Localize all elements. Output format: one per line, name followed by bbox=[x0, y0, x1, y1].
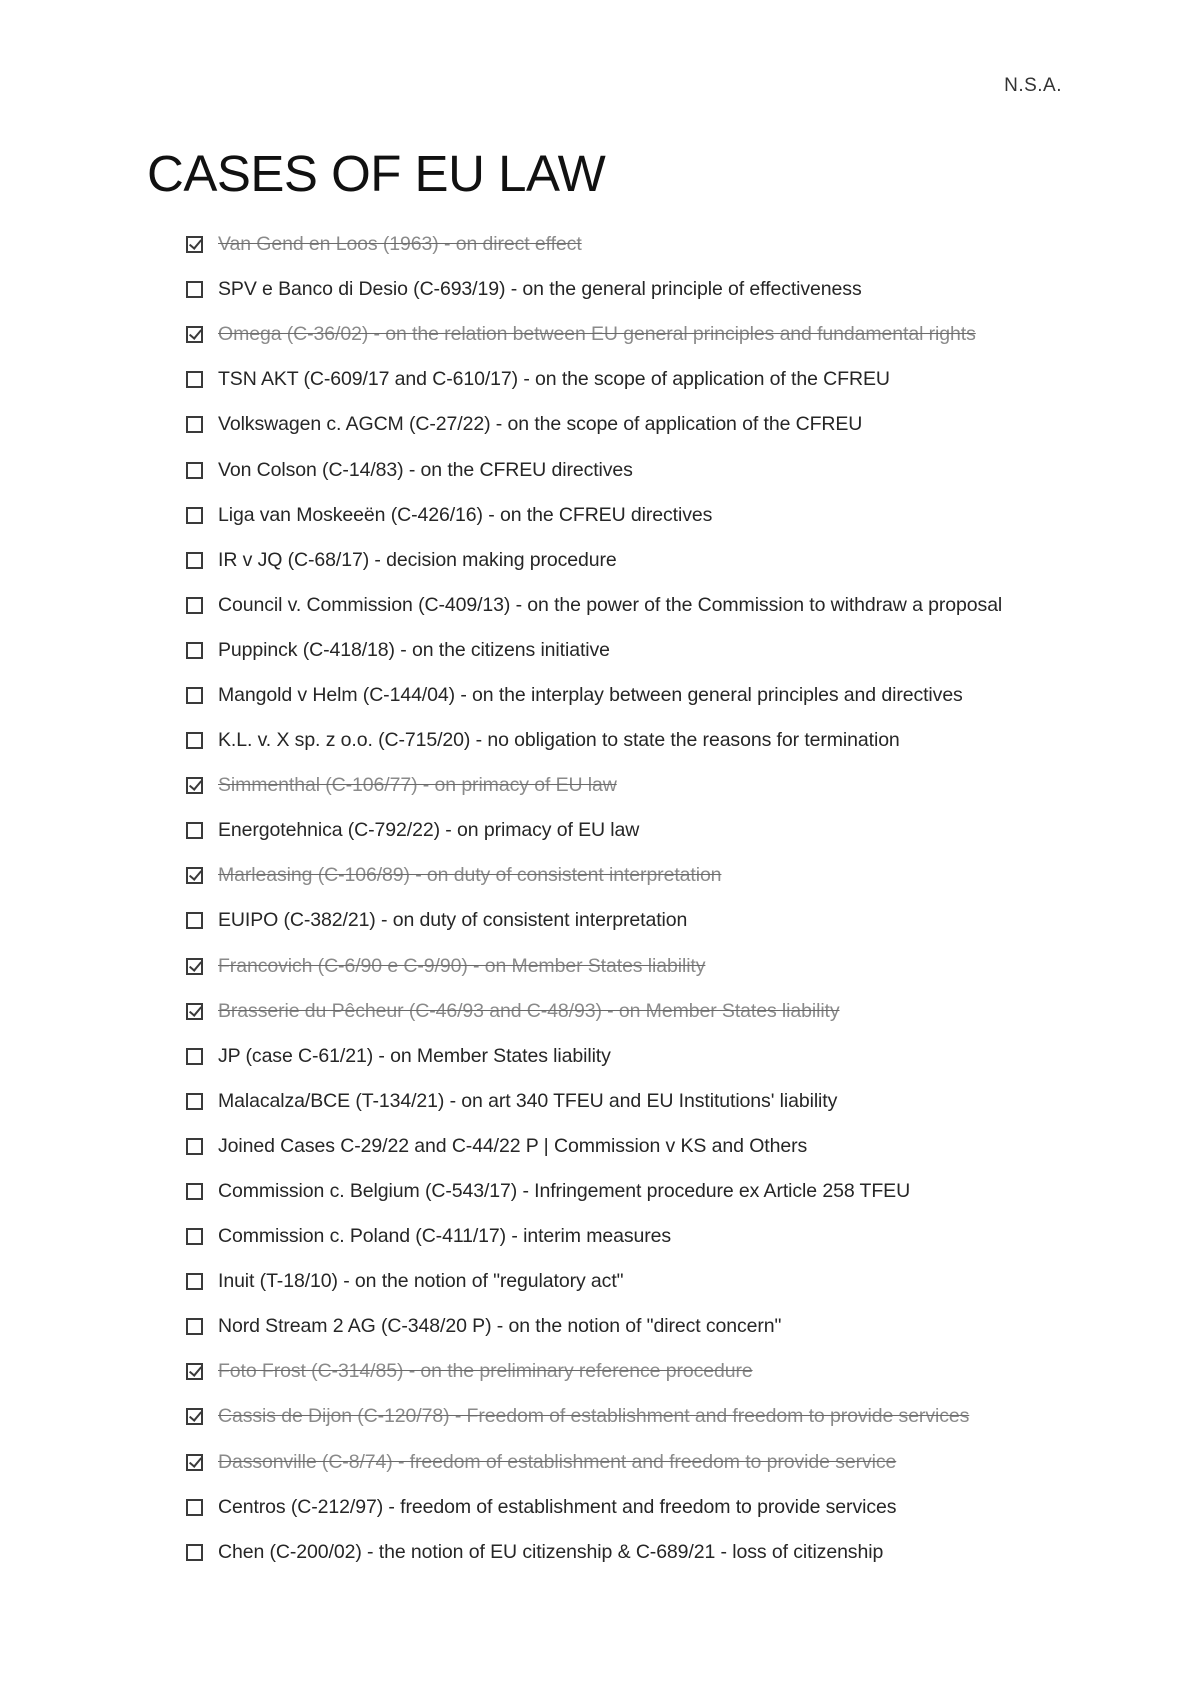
list-item bbox=[186, 808, 1106, 853]
checkbox-empty-icon[interactable] bbox=[186, 1499, 203, 1516]
case-label: TSN AKT (C-609/17 and C-610/17) - on the scope of application of the CFREU bbox=[218, 368, 890, 391]
list-item bbox=[186, 853, 1106, 898]
checkbox-empty-icon[interactable] bbox=[186, 1273, 203, 1290]
case-label: Cassis de Dijon (C-120/78) - Freedom of establishment and freedom to provide services bbox=[218, 1405, 970, 1428]
list-item bbox=[186, 1034, 1106, 1079]
checkbox-checked-icon[interactable] bbox=[186, 958, 203, 975]
checkbox-empty-icon[interactable] bbox=[186, 507, 203, 524]
case-label: Omega (C-36/02) - on the relation between EU general principles and fundamental rights bbox=[218, 323, 976, 346]
case-label: Commission c. Belgium (C-543/17) - Infringement procedure ex Article 258 TFEU bbox=[218, 1180, 911, 1203]
case-label: Simmenthal (C-106/77) - on primacy of EU law bbox=[218, 774, 617, 797]
case-label: IR v JQ (C-68/17) - decision making procedure bbox=[218, 548, 617, 571]
case-label: Commission c. Poland (C-411/17) - interim measures bbox=[218, 1225, 672, 1248]
checkbox-empty-icon[interactable] bbox=[186, 597, 203, 614]
checkbox-checked-icon[interactable] bbox=[186, 1363, 203, 1380]
checkbox-checked-icon[interactable] bbox=[186, 867, 203, 884]
list-item bbox=[186, 1124, 1106, 1169]
checkbox-checked-icon[interactable] bbox=[186, 1454, 203, 1471]
list-item bbox=[186, 944, 1106, 989]
case-label: K.L. v. X sp. z o.o. (C-715/20) - no obligation to state the reasons for termination bbox=[218, 729, 900, 752]
case-label: Council v. Commission (C-409/13) - on the power of the Commission to withdraw a proposal bbox=[218, 593, 1003, 616]
list-item bbox=[186, 898, 1106, 943]
list-item bbox=[186, 1304, 1106, 1349]
list-item bbox=[186, 312, 1106, 357]
author-initials: N.S.A. bbox=[1004, 75, 1062, 96]
checkbox-empty-icon[interactable] bbox=[186, 642, 203, 659]
list-item bbox=[186, 718, 1106, 763]
case-label: Dassonville (C-8/74) - freedom of establishment and freedom to provide service bbox=[218, 1450, 897, 1473]
checkbox-empty-icon[interactable] bbox=[186, 1093, 203, 1110]
list-item bbox=[186, 1485, 1106, 1530]
list-item bbox=[186, 267, 1106, 312]
case-label: Inuit (T-18/10) - on the notion of "regulatory act" bbox=[218, 1270, 624, 1293]
checkbox-empty-icon[interactable] bbox=[186, 1138, 203, 1155]
case-label: Von Colson (C-14/83) - on the CFREU directives bbox=[218, 458, 633, 481]
case-label: Malacalza/BCE (T-134/21) - on art 340 TFEU and EU Institutions' liability bbox=[218, 1089, 838, 1112]
list-item bbox=[186, 538, 1106, 583]
checkbox-empty-icon[interactable] bbox=[186, 371, 203, 388]
case-label: Volkswagen c. AGCM (C-27/22) - on the scope of application of the CFREU bbox=[218, 413, 863, 436]
checkbox-checked-icon[interactable] bbox=[186, 777, 203, 794]
checkbox-empty-icon[interactable] bbox=[186, 912, 203, 929]
checkbox-empty-icon[interactable] bbox=[186, 687, 203, 704]
list-item bbox=[186, 1259, 1106, 1304]
list-item bbox=[186, 493, 1106, 538]
case-label: Foto Frost (C-314/85) - on the preliminary reference procedure bbox=[218, 1360, 753, 1383]
checkbox-empty-icon[interactable] bbox=[186, 552, 203, 569]
case-label: Puppinck (C-418/18) - on the citizens initiative bbox=[218, 638, 610, 661]
list-item bbox=[186, 673, 1106, 718]
case-label: JP (case C-61/21) - on Member States liability bbox=[218, 1044, 611, 1067]
list-item bbox=[186, 763, 1106, 808]
case-label: SPV e Banco di Desio (C-693/19) - on the general principle of effectiveness bbox=[218, 278, 862, 301]
case-checklist bbox=[186, 222, 1106, 1575]
checkbox-checked-icon[interactable] bbox=[186, 1003, 203, 1020]
checkbox-checked-icon[interactable] bbox=[186, 236, 203, 253]
list-item bbox=[186, 1530, 1106, 1575]
checkbox-empty-icon[interactable] bbox=[186, 1183, 203, 1200]
list-item bbox=[186, 222, 1106, 267]
case-label: Energotehnica (C-792/22) - on primacy of EU law bbox=[218, 819, 640, 842]
checkbox-empty-icon[interactable] bbox=[186, 1048, 203, 1065]
case-label: Francovich (C-6/90 e C-9/90) - on Member States liability bbox=[218, 954, 706, 977]
case-label: Nord Stream 2 AG (C-348/20 P) - on the notion of "direct concern" bbox=[218, 1315, 782, 1338]
checkbox-empty-icon[interactable] bbox=[186, 462, 203, 479]
list-item bbox=[186, 628, 1106, 673]
list-item bbox=[186, 447, 1106, 492]
case-label: Van Gend en Loos (1963) - on direct effect bbox=[218, 233, 582, 256]
list-item bbox=[186, 1394, 1106, 1439]
checkbox-empty-icon[interactable] bbox=[186, 281, 203, 298]
checkbox-empty-icon[interactable] bbox=[186, 1544, 203, 1561]
list-item bbox=[186, 357, 1106, 402]
case-label: Marleasing (C-106/89) - on duty of consistent interpretation bbox=[218, 864, 722, 887]
list-item bbox=[186, 402, 1106, 447]
page-title: CASES OF EU LAW bbox=[147, 145, 606, 202]
list-item bbox=[186, 1214, 1106, 1259]
case-label: Chen (C-200/02) - the notion of EU citizenship & C-689/21 - loss of citizenship bbox=[218, 1540, 884, 1563]
checkbox-empty-icon[interactable] bbox=[186, 1318, 203, 1335]
case-label: Joined Cases C-29/22 and C-44/22 P | Commission v KS and Others bbox=[218, 1134, 808, 1157]
checkbox-checked-icon[interactable] bbox=[186, 1408, 203, 1425]
list-item bbox=[186, 989, 1106, 1034]
checkbox-empty-icon[interactable] bbox=[186, 822, 203, 839]
checkbox-checked-icon[interactable] bbox=[186, 326, 203, 343]
list-item bbox=[186, 1349, 1106, 1394]
checkbox-empty-icon[interactable] bbox=[186, 416, 203, 433]
list-item bbox=[186, 1079, 1106, 1124]
case-label: Brasserie du Pêcheur (C-46/93 and C-48/93) - on Member States liability bbox=[218, 999, 840, 1022]
list-item bbox=[186, 583, 1106, 628]
list-item bbox=[186, 1440, 1106, 1485]
case-label: Mangold v Helm (C-144/04) - on the interplay between general principles and directives bbox=[218, 683, 963, 706]
checkbox-empty-icon[interactable] bbox=[186, 1228, 203, 1245]
case-label: EUIPO (C-382/21) - on duty of consistent interpretation bbox=[218, 909, 688, 932]
list-item bbox=[186, 1169, 1106, 1214]
case-label: Liga van Moskeeën (C-426/16) - on the CFREU directives bbox=[218, 503, 713, 526]
checkbox-empty-icon[interactable] bbox=[186, 732, 203, 749]
case-label: Centros (C-212/97) - freedom of establishment and freedom to provide services bbox=[218, 1495, 897, 1518]
